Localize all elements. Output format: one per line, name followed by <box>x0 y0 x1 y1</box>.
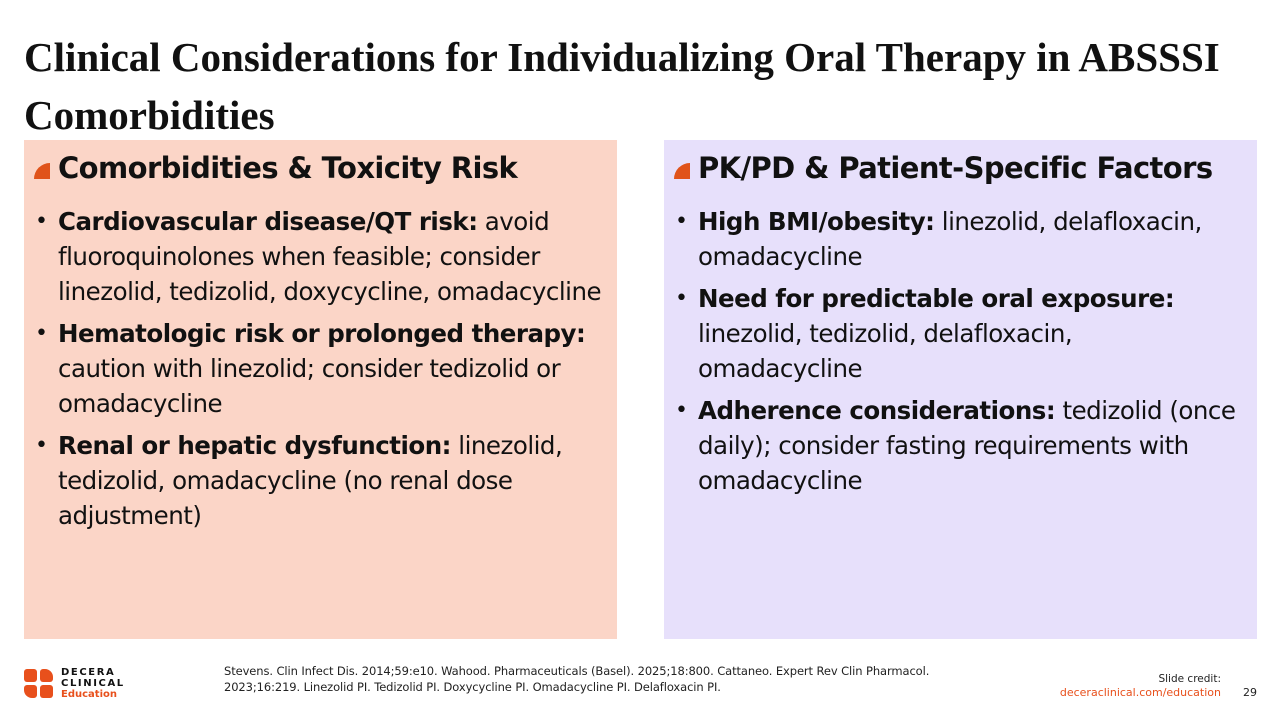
list-item <box>34 428 603 533</box>
quarter-circle-icon <box>674 163 690 179</box>
item-text: linezolid, delafloxacin, omadacycline <box>698 207 1202 271</box>
page-number: 29 <box>1243 686 1257 699</box>
slide-credit-label: Slide credit: <box>1158 673 1221 685</box>
item-text: linezolid, tedizolid, omadacycline (no renal dose adjustment) <box>58 431 563 530</box>
logo-line-clinical: CLINICAL <box>61 678 125 689</box>
bullet-dot: • <box>35 209 48 234</box>
logo-wordmark <box>61 667 125 700</box>
decera-logo <box>24 667 125 700</box>
panel-heading: PK/PD & Patient-Specific Factors <box>698 151 1213 185</box>
item-label: Renal or hepatic dysfunction: <box>58 431 451 460</box>
comorbidities-panel <box>24 140 617 639</box>
list-item <box>674 204 1243 274</box>
item-label: Cardiovascular disease/QT risk: <box>58 207 478 236</box>
item-label: Adherence considerations: <box>698 396 1056 425</box>
slide-title: Clinical Considerations for Individualizing Oral Therapy in ABSSSI Comorbidities <box>24 34 1220 138</box>
bullet-dot: • <box>35 321 48 346</box>
slide-credit-link[interactable]: deceraclinical.com/education <box>1059 686 1221 699</box>
bullet-list <box>34 204 603 533</box>
bullet-dot: • <box>675 398 688 423</box>
bullet-list <box>674 204 1243 498</box>
item-text: caution with linezolid; consider tedizolid or omadacycline <box>58 354 561 418</box>
panel-heading: Comorbidities & Toxicity Risk <box>58 151 518 185</box>
pkpd-panel <box>664 140 1257 639</box>
item-text: tedizolid (once daily); consider fasting requirements with omadacycline <box>698 396 1236 495</box>
item-text: linezolid, tedizolid, delafloxacin, omadacycline <box>698 319 1073 383</box>
bullet-dot: • <box>675 209 688 234</box>
list-item <box>34 316 603 421</box>
item-label: High BMI/obesity: <box>698 207 935 236</box>
bullet-dot: • <box>675 286 688 311</box>
item-label: Hematologic risk or prolonged therapy: <box>58 319 586 348</box>
list-item <box>34 204 603 309</box>
panel-header <box>34 150 603 186</box>
bullet-dot: • <box>35 433 48 458</box>
item-text: avoid fluoroquinolones when feasible; consider linezolid, tedizolid, doxycycline, omadacycline <box>58 207 602 306</box>
references: Stevens. Clin Infect Dis. 2014;59:e10. Wahood. Pharmaceuticals (Basel). 2025;18:800. Cattaneo. Expert Rev Clin Pharmacol. 2023;16:219. Linezolid PI. Tedizolid PI. Doxycycline PI. Omadacycline PI. Delafloxacin PI. <box>224 664 930 694</box>
logo-line-decera: DECERA <box>61 667 116 678</box>
decera-logo-icon <box>24 669 54 699</box>
panel-header <box>674 150 1243 186</box>
item-label: Need for predictable oral exposure: <box>698 284 1175 313</box>
list-item <box>674 281 1243 386</box>
logo-line-education: Education <box>61 689 117 700</box>
quarter-circle-icon <box>34 163 50 179</box>
list-item <box>674 393 1243 498</box>
